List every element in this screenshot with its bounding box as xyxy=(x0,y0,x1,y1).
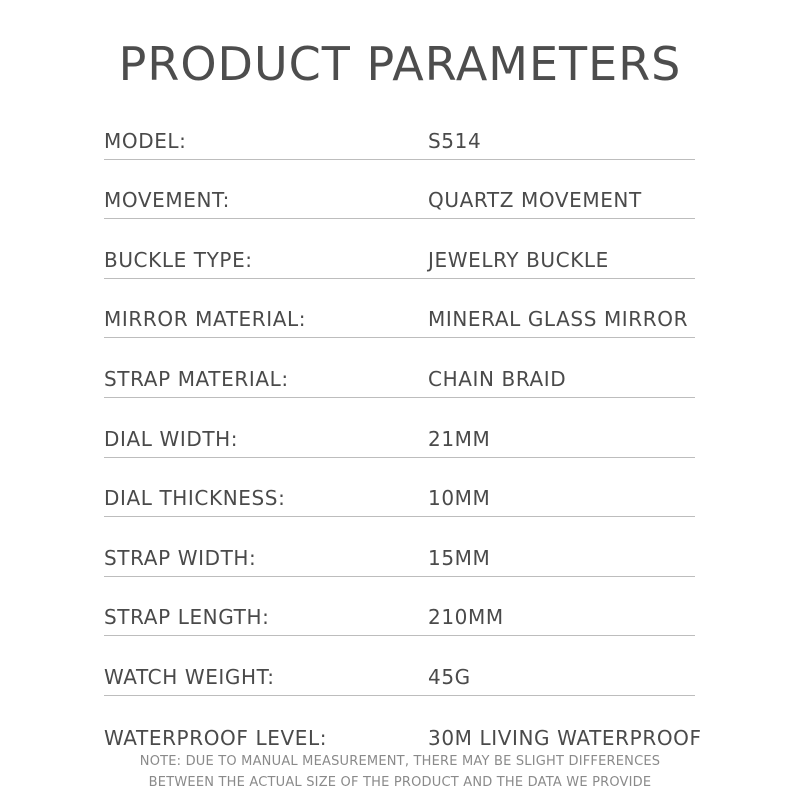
param-label: DIAL WIDTH: xyxy=(104,426,239,451)
parameters-table xyxy=(104,100,702,756)
param-row-dial-width xyxy=(104,398,695,458)
param-label: STRAP WIDTH: xyxy=(104,545,257,570)
param-label: WATERPROOF LEVEL: xyxy=(104,725,328,750)
param-row-model xyxy=(104,100,695,160)
param-value: CHAIN BRAID xyxy=(428,366,567,391)
param-row-buckle-type xyxy=(104,219,695,279)
param-label: MIRROR MATERIAL: xyxy=(104,307,307,332)
param-value: 30M LIVING WATERPROOF xyxy=(428,725,702,750)
param-label: WATCH WEIGHT: xyxy=(104,664,275,689)
param-label: DIAL THICKNESS: xyxy=(104,486,286,511)
param-value: JEWELRY BUCKLE xyxy=(428,247,609,272)
param-label: MOVEMENT: xyxy=(104,188,230,213)
note-line-1: NOTE: DUE TO MANUAL MEASUREMENT, THERE MAY BE SLIGHT DIFFERENCES xyxy=(139,754,661,769)
param-value: 15MM xyxy=(428,545,491,570)
param-label: MODEL: xyxy=(104,128,187,153)
param-row-movement xyxy=(104,160,695,220)
page-title: PRODUCT PARAMETERS xyxy=(118,37,682,91)
param-label: STRAP MATERIAL: xyxy=(104,366,289,391)
measurement-note xyxy=(0,751,800,793)
param-value: S514 xyxy=(428,128,482,153)
param-value: 10MM xyxy=(428,486,491,511)
param-value: QUARTZ MOVEMENT xyxy=(428,188,642,213)
param-row-waterproof-level xyxy=(104,696,702,756)
param-row-strap-width xyxy=(104,517,695,577)
param-row-strap-length xyxy=(104,577,695,637)
param-row-dial-thickness xyxy=(104,458,695,518)
param-value: MINERAL GLASS MIRROR xyxy=(428,307,689,332)
param-value: 21MM xyxy=(428,426,491,451)
param-label: STRAP LENGTH: xyxy=(104,605,270,630)
param-row-strap-material xyxy=(104,338,695,398)
note-line-2: BETWEEN THE ACTUAL SIZE OF THE PRODUCT AND THE DATA WE PROVIDE xyxy=(148,775,652,790)
param-row-watch-weight xyxy=(104,636,695,696)
param-value: 210MM xyxy=(428,605,504,630)
param-label: BUCKLE TYPE: xyxy=(104,247,253,272)
param-value: 45G xyxy=(428,664,471,689)
param-row-mirror-material xyxy=(104,279,695,339)
